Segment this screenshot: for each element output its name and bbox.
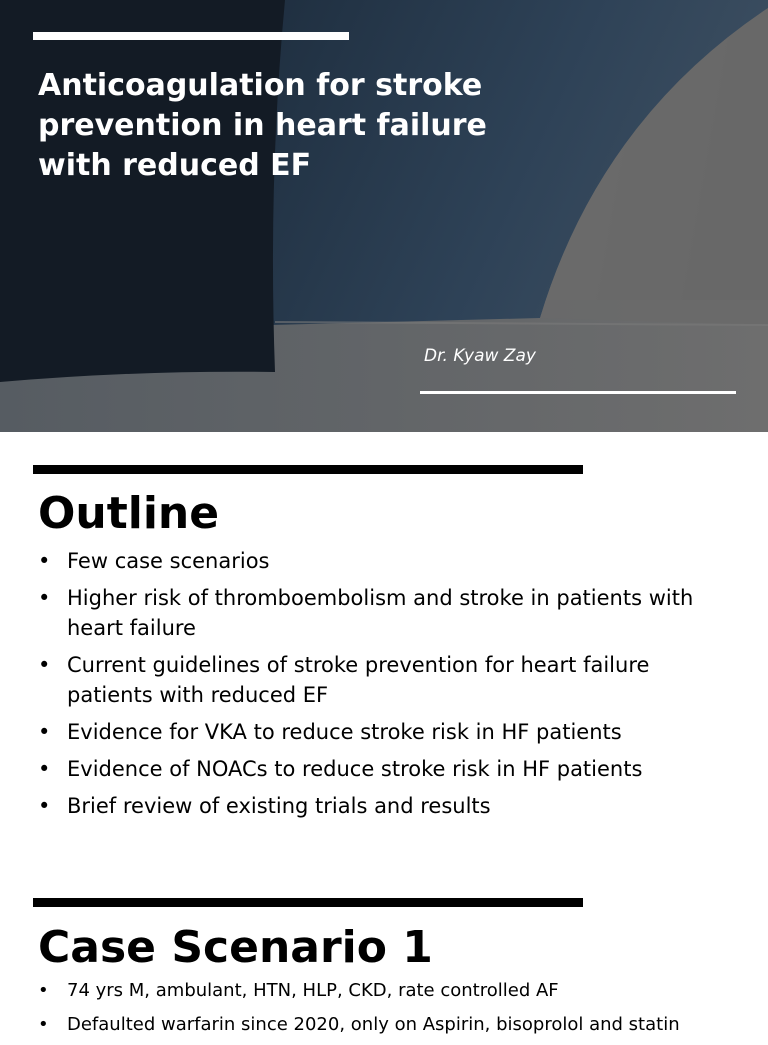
bullet-icon: • (38, 1014, 49, 1035)
list-item-text: Higher risk of thromboembolism and stroke in patients with heart failure (67, 586, 694, 640)
title-slide (0, 0, 768, 432)
bullet-icon: • (38, 720, 51, 744)
bullet-icon: • (38, 757, 51, 781)
title-background-graphic (0, 0, 768, 432)
bullet-icon: • (38, 653, 51, 677)
list-item-text: Evidence of NOACs to reduce stroke risk in HF patients (67, 757, 643, 781)
author-name: Dr. Kyaw Zay (424, 346, 536, 366)
outline-slide (0, 432, 768, 864)
list-item-text: Brief review of existing trials and results (67, 794, 491, 818)
list-item-text: Current guidelines of stroke prevention for heart failure patients with reduced EF (67, 653, 650, 707)
list-item-text: Defaulted warfarin since 2020, only on Aspirin, bisoprolol and statin (67, 1014, 680, 1035)
outline-heading: Outline (38, 488, 220, 539)
case-heading: Case Scenario 1 (38, 922, 433, 973)
list-item (38, 791, 738, 821)
list-item-text: Few case scenarios (67, 549, 270, 573)
list-item (38, 650, 738, 710)
list-item-text: Evidence for VKA to reduce stroke risk in HF patients (67, 720, 622, 744)
case-scenario-slide (0, 864, 768, 1035)
list-item (38, 583, 738, 643)
bullet-icon: • (38, 586, 51, 610)
author-underline (420, 391, 736, 394)
outline-list (38, 546, 738, 828)
list-item (38, 717, 738, 747)
list-item-text: 74 yrs M, ambulant, HTN, HLP, CKD, rate controlled AF (67, 980, 559, 1001)
list-item (38, 546, 738, 576)
outline-top-rule (33, 465, 583, 474)
case-top-rule (33, 898, 583, 907)
list-item (38, 754, 738, 784)
bullet-icon: • (38, 794, 51, 818)
list-item (38, 1011, 738, 1039)
title-top-rule (33, 32, 349, 40)
case-list (38, 977, 738, 1045)
list-item (38, 977, 738, 1005)
bullet-icon: • (38, 980, 49, 1001)
presentation-title: Anticoagulation for stroke prevention in heart failure with reduced EF (38, 68, 487, 183)
bullet-icon: • (38, 549, 51, 573)
